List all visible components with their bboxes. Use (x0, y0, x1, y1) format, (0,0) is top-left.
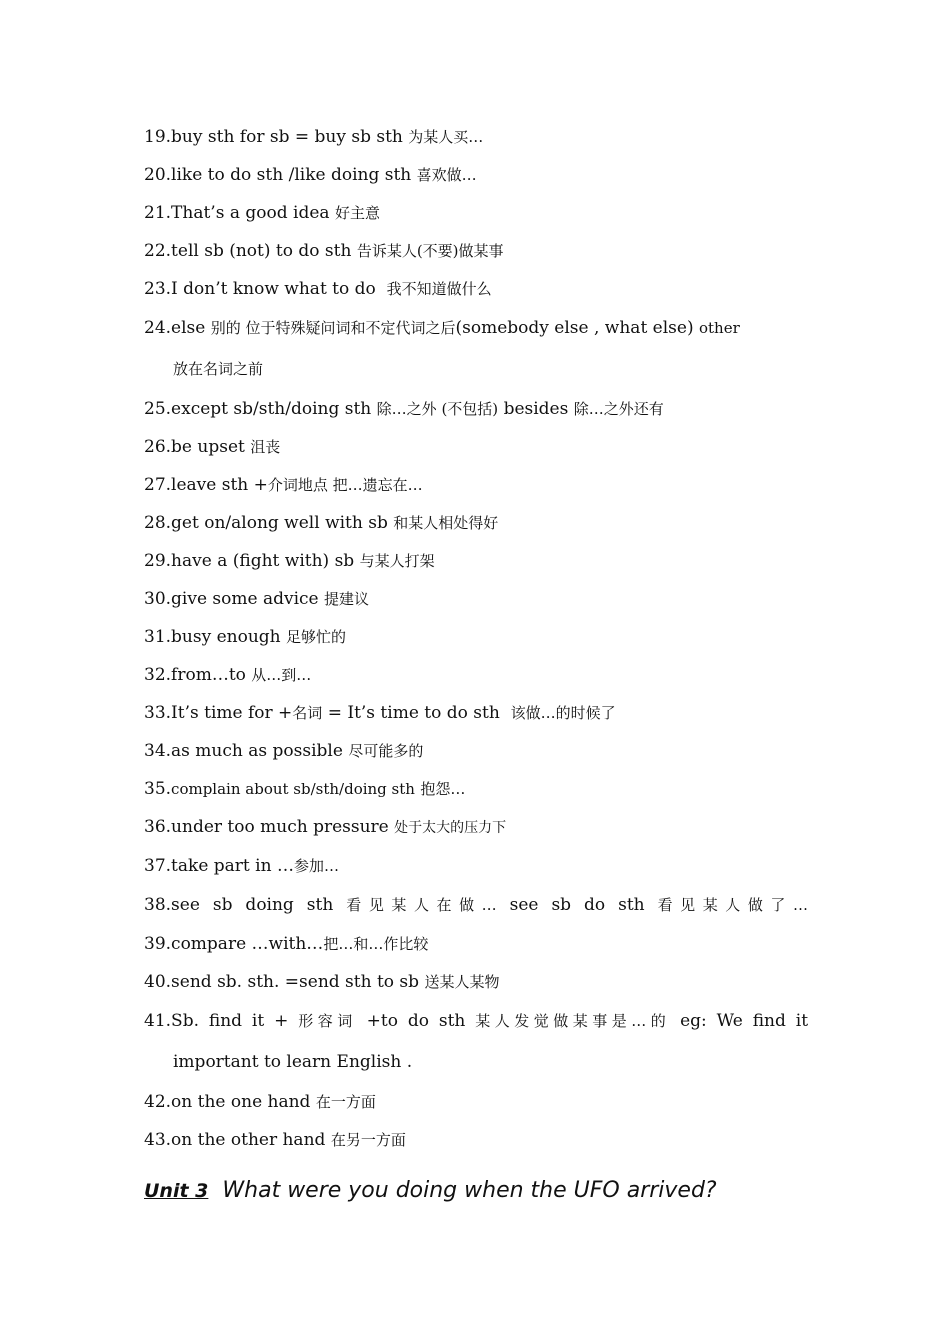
phrase-english: busy enough (171, 627, 281, 647)
phrase-chinese: 告诉某人(不要)做某事 (356, 242, 504, 260)
phrase-chinese: 介词地点 把…遗忘在… (267, 476, 423, 494)
phrase-english-extra: (somebody else , what else) (455, 318, 694, 338)
phrase-item-42 (144, 1083, 808, 1121)
phrase-item-30 (144, 580, 808, 618)
phrase-english: be upset (171, 437, 245, 457)
phrase-item-37 (144, 847, 808, 885)
phrase-continuation: important to learn English . (173, 1052, 413, 1072)
phrase-chinese: 与某人打架 (359, 552, 435, 570)
phrase-english: give some advice (171, 589, 319, 609)
phrase-line-1 (144, 1001, 808, 1042)
phrase-item-21 (144, 194, 808, 232)
item-number: 19. (144, 127, 172, 147)
phrase-item-41 (144, 1001, 808, 1083)
unit-title: What were you doing when the UFO arrived? (222, 1178, 717, 1203)
phrase-chinese: 喜欢做… (416, 166, 477, 184)
phrase-chinese: 在另一方面 (330, 1131, 406, 1149)
phrase-item-38 (144, 885, 808, 925)
phrase-item-31 (144, 618, 808, 656)
item-number: 23. (144, 279, 172, 299)
item-number: 27. (144, 475, 172, 495)
item-number: 29. (144, 551, 172, 571)
unit-label: Unit 3 (144, 1180, 209, 1202)
item-number: 40. (144, 972, 172, 992)
phrase-english: buy sth for sb = buy sb sth (171, 127, 403, 147)
phrase-item-22 (144, 232, 808, 270)
phrase-item-39 (144, 925, 808, 963)
item-number: 37. (144, 856, 172, 876)
phrase-english: tell sb (not) to do sth (171, 241, 352, 261)
phrase-item-43 (144, 1121, 808, 1159)
unit-heading (144, 1171, 808, 1211)
item-number: 33. (144, 703, 172, 723)
item-number: 34. (144, 741, 172, 761)
phrase-chinese: 为某人买… (408, 128, 484, 146)
phrase-chinese: 形容词 (298, 1012, 357, 1030)
phrase-english-extra: see sb do sth (509, 895, 645, 915)
phrase-item-25 (144, 390, 808, 428)
phrase-item-34 (144, 732, 808, 770)
phrase-chinese: 看见某人在做… (346, 896, 497, 914)
phrase-chinese: 从…到… (251, 666, 312, 684)
phrase-item-36 (144, 808, 808, 847)
phrase-item-28 (144, 504, 808, 542)
item-number: 26. (144, 437, 172, 457)
phrase-chinese: 提建议 (324, 590, 370, 608)
phrase-item-26 (144, 428, 808, 466)
phrase-note: other (699, 319, 740, 337)
phrase-item-23 (144, 270, 808, 308)
phrase-english: leave sth + (171, 475, 268, 495)
document-page (144, 118, 808, 1211)
phrase-item-20 (144, 156, 808, 194)
item-number: 21. (144, 203, 172, 223)
phrase-english: as much as possible (171, 741, 343, 761)
item-number: 39. (144, 934, 172, 954)
phrase-chinese: 和某人相处得好 (393, 514, 499, 532)
phrase-english-extra: = It’s time to do sth (327, 703, 500, 723)
phrase-english-extra: +to do sth (366, 1011, 466, 1031)
phrase-item-19 (144, 118, 808, 156)
phrase-english: see sb doing sth (171, 895, 334, 915)
item-number: 24. (144, 318, 172, 338)
item-number: 38. (144, 895, 172, 915)
phrase-item-35 (144, 770, 808, 808)
phrase-item-24 (144, 308, 808, 390)
item-number: 36. (144, 817, 172, 837)
phrase-chinese: 在一方面 (315, 1093, 376, 1111)
item-number: 31. (144, 627, 172, 647)
phrase-chinese: 处于太大的压力下 (394, 820, 507, 836)
phrase-english: except sb/sth/doing sth (171, 399, 372, 419)
phrase-chinese: 别的 位于特殊疑问词和不定代词之后 (210, 319, 456, 337)
example-label: eg: We find it (680, 1011, 809, 1031)
phrase-english: from…to (171, 665, 246, 685)
phrase-english: else (171, 318, 206, 338)
phrase-english: take part in … (171, 856, 294, 876)
phrase-item-27 (144, 466, 808, 504)
phrase-chinese: 除…之外 (不包括) (376, 400, 499, 418)
phrase-chinese: 足够忙的 (286, 628, 347, 646)
phrase-item-33 (144, 694, 808, 732)
phrase-chinese: 抱怨… (420, 780, 466, 798)
phrase-chinese: 尽可能多的 (348, 742, 424, 760)
phrase-english: under too much pressure (171, 817, 389, 837)
phrase-english: That’s a good idea (171, 203, 330, 223)
phrase-chinese: 我不知道做什么 (386, 280, 492, 298)
phrase-chinese-extra: 除…之外还有 (573, 400, 664, 418)
phrase-english: on the other hand (171, 1130, 326, 1150)
item-number: 30. (144, 589, 172, 609)
phrase-english: on the one hand (171, 1092, 311, 1112)
phrase-item-29 (144, 542, 808, 580)
item-number: 41. (144, 1011, 172, 1031)
item-number: 22. (144, 241, 172, 261)
phrase-english: compare …with… (171, 934, 324, 954)
phrase-chinese-extra: 看见某人做了… (657, 896, 808, 914)
phrase-english: It’s time for + (171, 703, 293, 723)
item-number: 20. (144, 165, 172, 185)
item-number: 35. (144, 779, 172, 799)
phrase-english: have a (fight with) sb (171, 551, 355, 571)
item-number: 42. (144, 1092, 172, 1112)
phrase-english: send sb. sth. =send sth to sb (171, 972, 420, 992)
item-number: 32. (144, 665, 172, 685)
phrase-english: like to do sth /like doing sth (171, 165, 412, 185)
phrase-chinese: 送某人某物 (424, 973, 500, 991)
phrase-chinese-extra: 某人发觉做某事是…的 (475, 1012, 671, 1030)
phrase-english-extra: besides (503, 399, 569, 419)
phrase-chinese: 参加… (293, 857, 339, 875)
phrase-continuation: 放在名词之前 (173, 360, 264, 378)
phrase-chinese: 把…和…作比较 (323, 935, 429, 953)
phrase-item-40 (144, 963, 808, 1001)
item-number: 28. (144, 513, 172, 533)
phrase-chinese-extra: 该做…的时候了 (510, 704, 616, 722)
phrase-chinese: 好主意 (334, 204, 380, 222)
phrase-english: get on/along well with sb (171, 513, 388, 533)
phrase-item-32 (144, 656, 808, 694)
phrase-english: Sb. find it + (171, 1011, 289, 1031)
item-number: 43. (144, 1130, 172, 1150)
item-number: 25. (144, 399, 172, 419)
phrase-english: complain about sb/sth/doing sth (171, 780, 415, 798)
phrase-english: I don’t know what to do (171, 279, 376, 299)
phrase-chinese: 名词 (292, 704, 323, 722)
phrase-chinese: 沮丧 (250, 438, 281, 456)
